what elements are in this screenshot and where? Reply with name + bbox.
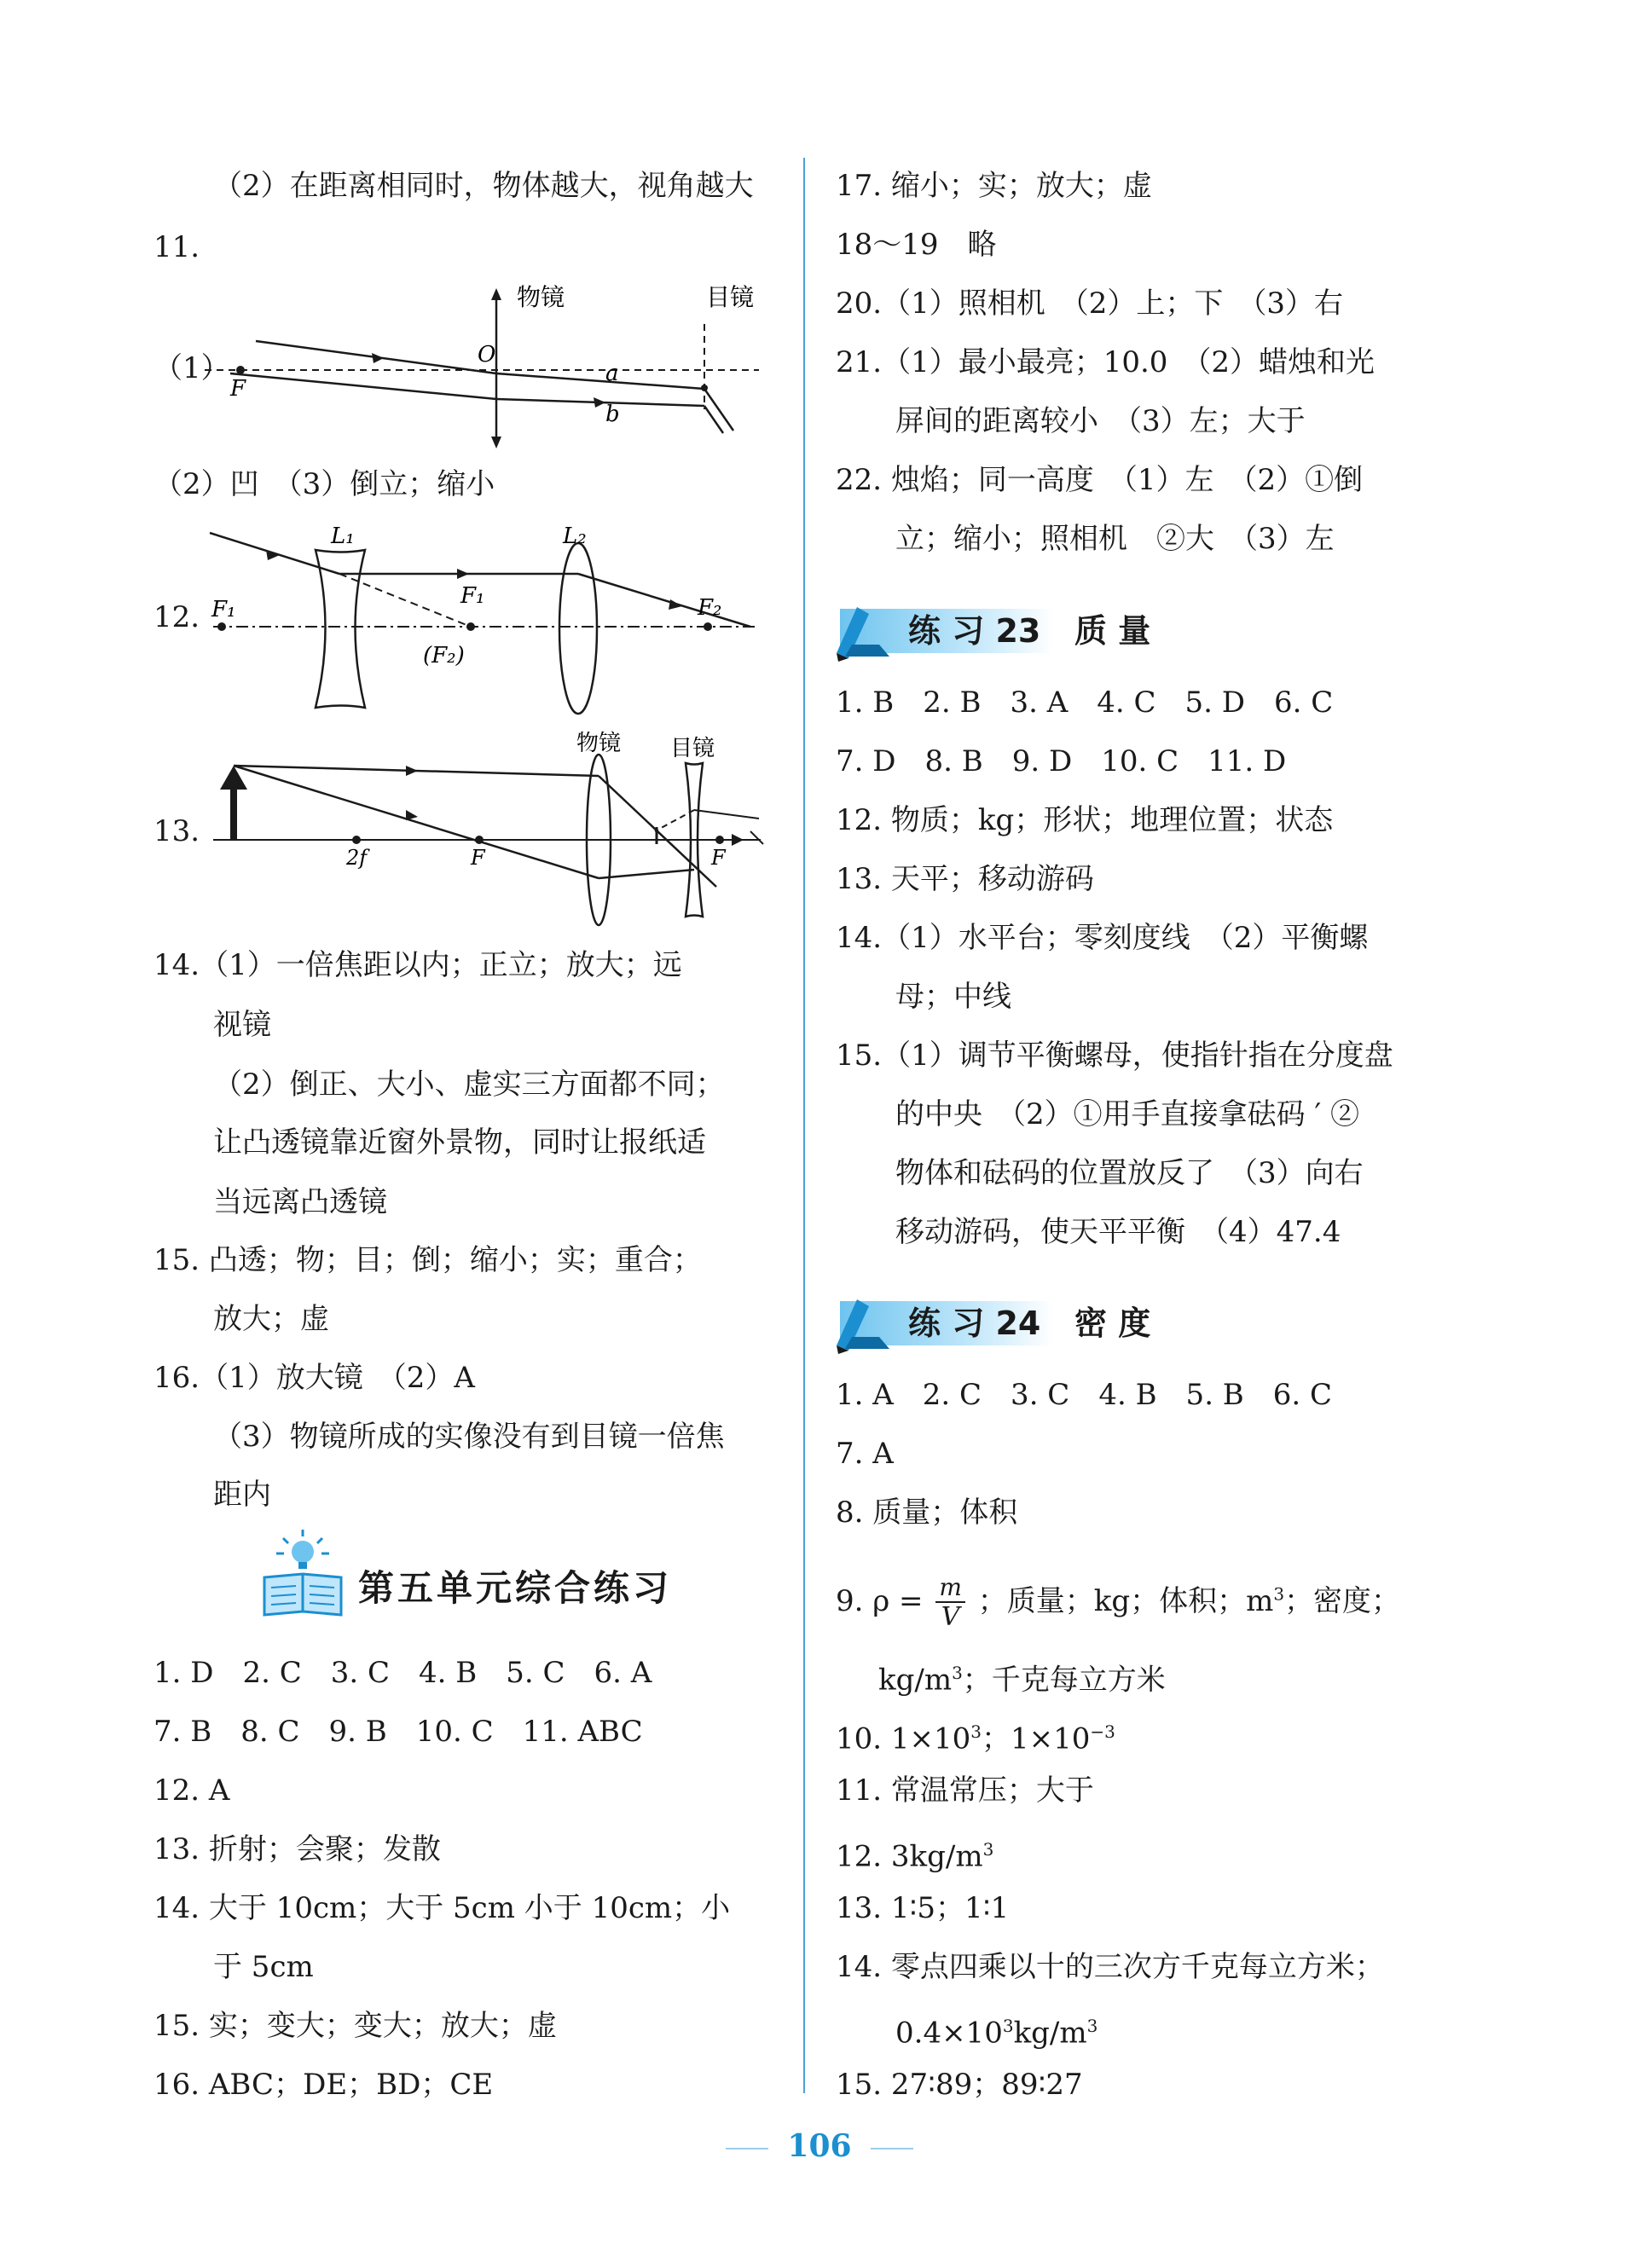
s24-answer-7: 7. A — [836, 1437, 894, 1471]
column-divider — [803, 158, 805, 2093]
pencil-icon — [831, 1294, 900, 1354]
unit-answer-13: 13. 折射；会聚；发散 — [153, 1832, 441, 1866]
section-24-heading — [831, 1294, 1343, 1349]
unit-answers-1-6: 1. D 2. C 3. C 4. B 5. C 6. A — [153, 1656, 652, 1690]
answer-11-number: 11. — [153, 230, 200, 264]
label-F: F — [230, 376, 246, 402]
s23-answer-14-line2: 母；中线 — [895, 980, 1011, 1014]
s24-9-line2-sup: 3 — [952, 1663, 963, 1683]
figure-13-microscope-rays — [205, 725, 767, 929]
s24-10-sup1: 3 — [970, 1721, 982, 1742]
section-24-name: 密 度 — [1074, 1305, 1151, 1342]
s24-answer-12 — [836, 1832, 993, 1873]
unit-heading — [256, 1526, 699, 1620]
s23-answer-15-line2: 的中央 （2）①用手直接拿砝码 ′ ② — [895, 1097, 1359, 1131]
fraction-numerator: m — [935, 1576, 965, 1603]
answer-11-part1: （1） — [153, 351, 230, 385]
book-lightbulb-icon — [256, 1526, 350, 1620]
footer-dash-right — [871, 2148, 913, 2149]
label-F1-mid: F₁ — [460, 583, 485, 609]
figure-11-telescope-rays — [205, 281, 767, 452]
s24-12-sup: 3 — [982, 1839, 994, 1860]
answer-17: 17. 缩小；实；放大；虚 — [836, 169, 1152, 203]
s23-answer-12: 12. 物质；kg；形状；地理位置；状态 — [836, 803, 1334, 837]
label-eyepiece: 目镜 — [670, 736, 715, 761]
answer-18-19: 18～19 略 — [836, 228, 997, 262]
s24-answer-9-line2 — [878, 1656, 1166, 1697]
s24-answer-9-line1 — [836, 1573, 1401, 1632]
s24-9-line2-b: ；千克每立方米 — [962, 1663, 1166, 1698]
answer-12-number: 12. — [153, 600, 200, 634]
unit-answer-14-line1: 14. 大于 10cm；大于 5cm 小于 10cm；小 — [153, 1891, 731, 1925]
answer-16-line1: 16.（1）放大镜 （2）A — [153, 1361, 475, 1395]
label-objective: 物镜 — [517, 283, 565, 311]
s23-answer-15-line4: 移动游码，使天平平衡 （4）47.4 — [895, 1215, 1341, 1249]
answer-22-line1: 22. 烛焰；同一高度 （1）左 （2）①倒 — [836, 463, 1364, 497]
s24-14-b-sup2: 3 — [1086, 2016, 1098, 2036]
answer-22-line2: 立；缩小；照相机 ②大 （3）左 — [895, 522, 1335, 556]
answer-13-number: 13. — [153, 814, 200, 848]
section-23-title: 练 习 23 — [908, 612, 1041, 650]
s24-9-sup: 3 — [1273, 1583, 1285, 1605]
label-eyepiece: 目镜 — [706, 283, 755, 311]
unit-title: 第五单元综合练习 — [358, 1567, 673, 1609]
s23-answer-15-line1: 15.（1）调节平衡螺母，使指针指在分度盘 — [836, 1039, 1393, 1073]
s23-answer-15-line3: 物体和砝码的位置放反了 （3）向右 — [895, 1156, 1364, 1190]
density-fraction — [935, 1573, 965, 1632]
answer-14-line2: 视镜 — [213, 1008, 271, 1042]
s24-10-sup2: −3 — [1090, 1721, 1115, 1742]
label-F2-paren: (F₂) — [423, 643, 465, 668]
answer-11-part23: （2）凹 （3）倒立；缩小 — [153, 467, 495, 501]
s24-9-prefix: 9. ρ = — [836, 1584, 924, 1618]
s24-answer-14-line1: 14. 零点四乘以十的三次方千克每立方米； — [836, 1950, 1384, 1984]
answer-14-line5: 当远离凸透镜 — [213, 1185, 387, 1219]
unit-answer-12: 12. A — [153, 1773, 230, 1808]
s24-9-line2-a: kg/m — [878, 1663, 953, 1698]
answer-14-line3: （2）倒正、大小、虚实三方面都不同； — [213, 1067, 725, 1102]
label-2f: 2f — [346, 846, 368, 870]
answer-21-line1: 21.（1）最小最亮；10.0 （2）蜡烛和光 — [836, 345, 1375, 379]
page-number: 106 — [787, 2128, 852, 2164]
s24-answer-14-line2 — [895, 2009, 1097, 2050]
answer-21-line2: 屏间的距离较小 （3）左；大于 — [895, 404, 1306, 438]
s24-9-rest-b: ；密度； — [1284, 1584, 1401, 1618]
answer-15-line2: 放大；虚 — [213, 1302, 329, 1336]
s23-answers-1-6: 1. B 2. B 3. A 4. C 5. D 6. C — [836, 686, 1334, 720]
label-L1: L₁ — [331, 524, 355, 549]
answer-20: 20.（1）照相机 （2）上；下 （3）右 — [836, 286, 1343, 321]
label-objective: 物镜 — [576, 731, 622, 756]
section-23-name: 质 量 — [1074, 612, 1151, 650]
unit-answers-7-11: 7. B 8. C 9. B 10. C 11. ABC — [153, 1715, 643, 1749]
label-L2: L₂ — [563, 524, 587, 549]
s23-answer-14-line1: 14.（1）水平台；零刻度线 （2）平衡螺 — [836, 921, 1369, 955]
unit-answer-15: 15. 实；变大；变大；放大；虚 — [153, 2009, 557, 2043]
s24-14-b-sup: 3 — [1002, 2016, 1014, 2036]
s24-answer-10 — [836, 1715, 1115, 1756]
label-F-left: F — [471, 846, 485, 870]
s24-9-rest-a: ；质量；kg；体积；m — [977, 1584, 1274, 1618]
answer-16-line2: （3）物镜所成的实像没有到目镜一倍焦 — [213, 1420, 725, 1454]
unit-answer-14-line2: 于 5cm — [213, 1950, 314, 1984]
s24-14-b-b: kg/m — [1013, 2016, 1087, 2051]
s23-answer-13: 13. 天平；移动游码 — [836, 862, 1094, 896]
s24-answer-11: 11. 常温常压；大于 — [836, 1773, 1094, 1808]
section-24-title: 练 习 24 — [908, 1305, 1041, 1342]
s24-10-b: ；1×10 — [982, 1721, 1091, 1756]
label-F2-right: F₂ — [698, 595, 722, 621]
answer-16-line3: 距内 — [213, 1478, 271, 1512]
s24-answers-1-6: 1. A 2. C 3. C 4. B 5. B 6. C — [836, 1378, 1333, 1412]
s24-10-a: 10. 1×10 — [836, 1721, 971, 1756]
s24-14-b-a: 0.4×10 — [895, 2016, 1003, 2051]
fraction-denominator: V — [941, 1602, 960, 1632]
label-F1-left: F₁ — [211, 597, 236, 622]
label-O: O — [478, 342, 496, 367]
answer-15-line1: 15. 凸透；物；目；倒；缩小；实；重合； — [153, 1243, 702, 1277]
s24-answer-13: 13. 1∶5；1∶1 — [836, 1891, 1010, 1925]
s24-answer-15: 15. 27∶89；89∶27 — [836, 2068, 1083, 2102]
s23-answers-7-11: 7. D 8. B 9. D 10. C 11. D — [836, 744, 1287, 778]
footer-dash-left — [726, 2148, 768, 2149]
label-b: b — [605, 402, 620, 427]
page-number-footer — [0, 2128, 1639, 2164]
label-a: a — [605, 361, 619, 386]
unit-answer-16: 16. ABC；DE；BD；CE — [153, 2068, 494, 2102]
s24-answer-8: 8. 质量；体积 — [836, 1496, 1018, 1530]
section-23-heading — [831, 602, 1343, 657]
label-F-right: F — [711, 846, 726, 870]
pencil-icon — [831, 602, 900, 662]
s24-12-a: 12. 3kg/m — [836, 1839, 983, 1874]
answer-14-line4: 让凸透镜靠近窗外景物，同时让报纸适 — [213, 1125, 706, 1160]
figure-12-lens-pair — [205, 516, 767, 720]
answer-14-line1: 14.（1）一倍焦距以内；正立；放大；远 — [153, 948, 682, 982]
answer-10-2: （2）在距离相同时，物体越大，视角越大 — [213, 169, 754, 203]
